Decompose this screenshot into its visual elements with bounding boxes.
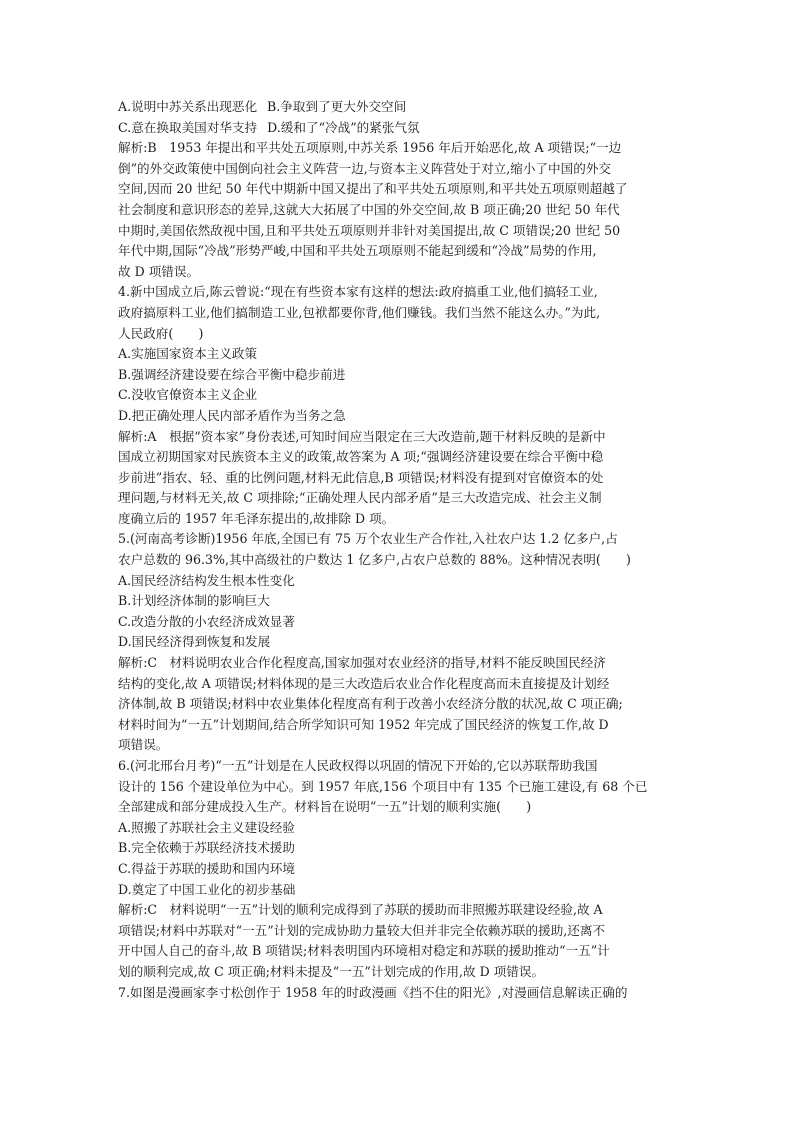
question-4: [118, 282, 680, 529]
analysis-line: 结构的变化,故 A 项错误;材料体现的是三大改造后农业合作化程度高而未直接提及计划经: [118, 675, 610, 691]
question-5: [118, 529, 680, 756]
question-stem: 4.新中国成立后,陈云曾说:“现在有些资本家有这样的想法:政府搞重工业,他们搞轻工业,: [118, 284, 598, 300]
analysis-line: 社会制度和意识形态的差异,这就大大拓展了中国的外交空间,故 B 项正确;20 世纪 50 年代: [118, 201, 620, 217]
analysis: [118, 138, 680, 282]
analysis-line: 倒”的外交政策使中国倒向社会主义阵营一边,与资本主义阵营处于对立,缩小了中国的外交: [118, 160, 612, 176]
option-b: B.争取到了更大外交空间: [267, 99, 407, 114]
option-b: B.计划经济体制的影响巨大: [118, 593, 270, 609]
question-stem: 人民政府( ): [118, 325, 204, 341]
analysis-line: 项错误;材料中苏联对“一五”计划的完成协助力量较大但并非完全依赖苏联的援助,还离不: [118, 922, 606, 938]
option-c: C.没收官僚资本主义企业: [118, 387, 258, 403]
analysis-line: 项错误。: [118, 737, 169, 753]
analysis-line: 材料时间为“一五”计划期间,结合所学知识可知 1952 年完成了国民经济的恢复工作,故 D: [118, 716, 609, 732]
option-a: A.实施国家资本主义政策: [118, 346, 258, 362]
option-d: D.奠定了中国工业化的初步基础: [118, 881, 296, 897]
question-stem: 农户总数的 96.3%,其中高级社的户数达 1 亿多户,占农户总数的 88%。这种情况表明( ): [118, 552, 631, 568]
analysis-line: 步前进”指农、轻、重的比例问题,材料无此信息,B 项错误;材料没有提到对官僚资本的处: [118, 469, 604, 485]
analysis-line: 解析:C 材料说明“一五”计划的顺利完成得到了苏联的援助而非照搬苏联建设经验,故 A: [118, 902, 603, 918]
option-a: A.照搬了苏联社会主义建设经验: [118, 819, 295, 835]
option-a: A.国民经济结构发生根本性变化: [118, 572, 295, 588]
options-row-1: [118, 97, 680, 118]
option-d: D.国民经济得到恢复和发展: [118, 634, 271, 650]
option-d: D.把正确处理人民内部矛盾作为当务之急: [118, 407, 346, 423]
question-7: [118, 983, 680, 1004]
question-stem: 6.(河北邢台月考)“一五”计划是在人民政权得以巩固的情况下开始的,它以苏联帮助我国: [118, 758, 598, 773]
analysis-line: 划的顺利完成,故 C 项正确;材料未提及“一五”计划完成的作用,故 D 项错误。: [118, 963, 545, 979]
analysis-line: 年代中期,国际“冷战”形势严峻,中国和平共处五项原则不能起到缓和“冷战”局势的作用,: [118, 243, 597, 259]
question-stem: 全部建成和部分建成投入生产。材料旨在说明“一五”计划的顺利实施( ): [118, 799, 532, 815]
option-b: B.强调经济建设要在综合平衡中稳步前进: [118, 366, 346, 382]
analysis-line: 济体制,故 B 项错误;材料中农业集体化程度高有利于改善小农经济分散的状况,故 C 项正确;: [118, 696, 623, 712]
analysis-line: 解析:A 根据“资本家”身份表述,可知时间应当限定在三大改造前,题干材料反映的是新中: [118, 428, 606, 444]
option-c: C.改造分散的小农经济成效显著: [118, 613, 295, 629]
analysis-line: 解析:C 材料说明农业合作化程度高,国家加强对农业经济的指导,材料不能反映国民经济: [118, 655, 606, 671]
question-stem: 设计的 156 个建设单位为中心。到 1957 年底,156 个项目中有 135 个已施工建设,有 68 个已: [118, 778, 648, 794]
question-3: [118, 97, 680, 282]
option-d: D.缓和了“冷战”的紧张气氛: [267, 119, 420, 135]
question-6: [118, 756, 680, 983]
analysis-line: 中期时,美国依然敌视中国,且和平共处五项原则并非针对美国提出,故 C 项错误;20 世纪 50: [118, 222, 621, 238]
question-stem: 政府搞原料工业,他们搞制造工业,包袱都要你背,他们赚钱。我们当然不能这么办。”为此,: [118, 304, 601, 320]
option-a: A.说明中苏关系出现恶化: [118, 99, 258, 114]
analysis-line: 理问题,与材料无关,故 C 项排除;“正确处理人民内部矛盾”是三大改造完成、社会主义制: [118, 490, 602, 506]
question-stem: 7.如图是漫画家李寸松创作于 1958 年的时政漫画《挡不住的阳光》,对漫画信息解读正确的: [118, 984, 628, 1000]
analysis-line: 开中国人自己的奋斗,故 B 项错误;材料表明国内环境相对稳定和苏联的援助推动“一五”计: [118, 943, 610, 959]
option-c: C.意在换取美国对华支持: [118, 119, 258, 135]
analysis-line: 国成立初期国家对民族资本主义的政策,故答案为 A 项;“强调经济建设要在综合平衡中稳: [118, 449, 604, 465]
options-row-2: [118, 118, 680, 139]
analysis-line: 空间,因而 20 世纪 50 年代中期新中国又提出了和平共处五项原则,和平共处五项原则超越了: [118, 181, 628, 197]
question-stem: 5.(河南高考诊断)1956 年底,全国已有 75 万个农业生产合作社,入社农户达 1.2 亿多户,占: [118, 531, 618, 547]
analysis-line: 故 D 项错误。: [118, 263, 200, 279]
option-b: B.完全依赖于苏联经济技术援助: [118, 840, 295, 856]
analysis-line: 解析:B 1953 年提出和平共处五项原则,中苏关系 1956 年后开始恶化,故 A 项错误;“一边: [118, 140, 622, 156]
analysis-line: 度确立后的 1957 年毛泽东提出的,故排除 D 项。: [118, 510, 395, 526]
option-c: C.得益于苏联的援助和国内环境: [118, 860, 295, 876]
document-page: [118, 97, 680, 1003]
